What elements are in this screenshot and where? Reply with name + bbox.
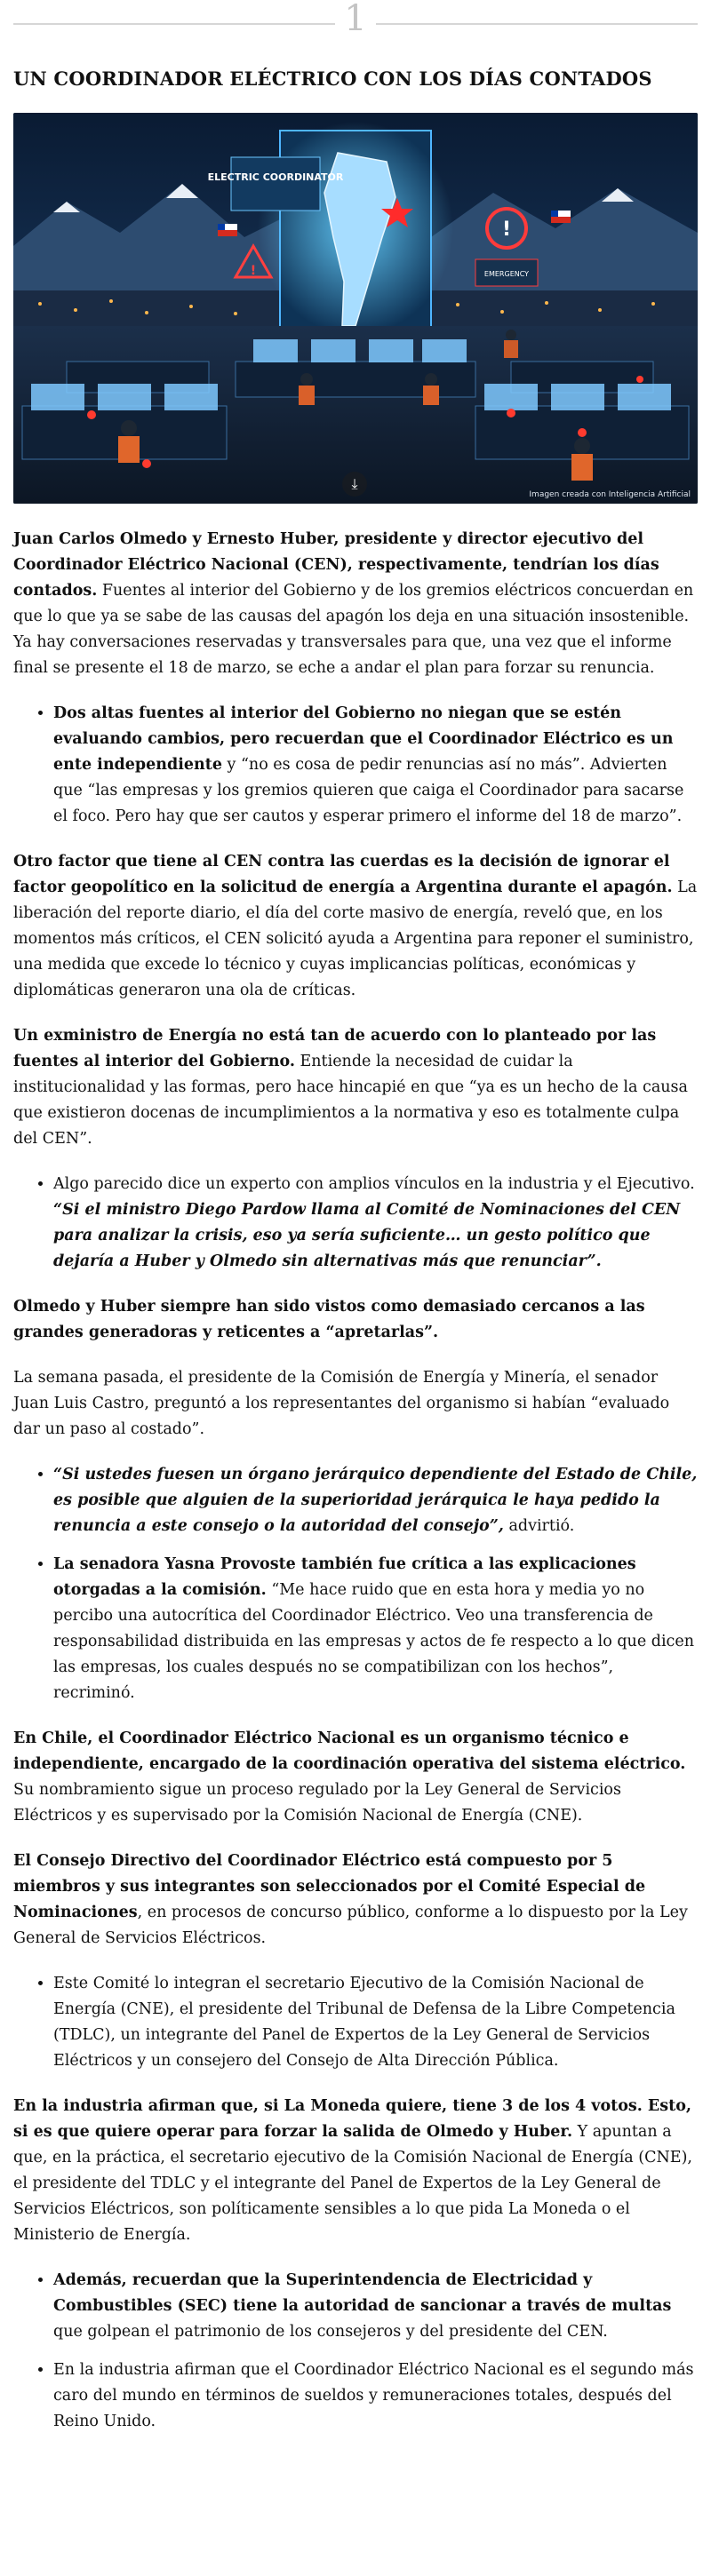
- list-item: [53, 2357, 698, 2435]
- paragraph-7-body: , en procesos de concurso público, conforme a lo dispuesto por la Ley General de Servicios Eléctricos.: [13, 1904, 688, 1947]
- list-item: [53, 1552, 698, 1706]
- list-item-quote: “Si ustedes fuesen un órgano jerárquico dependiente del Estado de Chile, es posible que alguien de la superioridad jerárquica le haya pedido la renuncia a este consejo o la autoridad del consejo”,: [53, 1466, 698, 1535]
- divider-left: [13, 23, 335, 25]
- page-number-divider: [13, 0, 698, 44]
- paragraph-5-body: La semana pasada, el presidente de la Comisión de Energía y Minería, el senador Juan Luis Castro, preguntó a los representantes del organismo si habían “evaluado dar un paso al costado”.: [13, 1369, 670, 1438]
- list-item-lead: La senadora Yasna Provoste también fue crítica a las explicaciones otorgadas a la comisión.: [53, 1555, 636, 1599]
- image-credit: Imagen creada con Inteligencia Artificial: [529, 490, 691, 499]
- list-item-lead: Dos altas fuentes al interior del Gobierno no niegan que se estén evaluando cambios, pero recuerdan que el Coordinador Eléctrico es un ente independiente: [53, 704, 674, 774]
- list-item: [53, 1971, 698, 2074]
- paragraph-8-lead: En la industria afirman que, si La Moneda quiere, tiene 3 de los 4 votos. Esto, si es que quiere operar para forzar la salida de Olmedo y Huber.: [13, 2097, 691, 2141]
- panel-text: EMERGENCY: [483, 270, 530, 278]
- list-item: [53, 701, 698, 830]
- bullet-list-3: [13, 1462, 698, 1706]
- paragraph-8: [13, 2094, 698, 2248]
- list-item: [53, 2268, 698, 2345]
- list-item-quote: “Si el ministro Diego Pardow llama al Comité de Nominaciones del CEN para analizar la crisis, eso ya sería suficiente… un gesto político que dejaría a Huber y Olmedo sin alternativas más que renunciar”.: [53, 1201, 681, 1270]
- bullet-list-2: [13, 1172, 698, 1275]
- paragraph-4-lead: Olmedo y Huber siempre han sido vistos como demasiado cercanos a las grandes generadoras y reticentes a “apretarlas”.: [13, 1298, 645, 1341]
- paragraph-2-body: La liberación del reporte diario, el día del corte masivo de energía, reveló que, en los momentos más críticos, el CEN solicitó ayuda a Argentina para reponer el suministro, una medida que excede lo técnico y cuyas implicancias políticas, económicas y diplomáticas generaron una ola de críticas.: [13, 879, 698, 999]
- bullet-list-4: [13, 1971, 698, 2074]
- list-item-body: Algo parecido dice un experto con amplios vínculos en la industria y el Ejecutivo.: [53, 1175, 695, 1193]
- paragraph-4: [13, 1294, 698, 1346]
- paragraph-3-body: Entiende la necesidad de cuidar la institucionalidad y las formas, pero hace hincapié en que “ya es un hecho de la causa que existieron docenas de incumplimientos a la normativa y eso es totalmente culpa del CEN”.: [13, 1053, 688, 1148]
- list-item-body: advirtió.: [503, 1517, 575, 1535]
- paragraph-3: [13, 1023, 698, 1152]
- paragraph-3-lead: Un exministro de Energía no está tan de acuerdo con lo planteado por las fuentes al interior del Gobierno.: [13, 1027, 657, 1070]
- list-item-lead: Además, recuerdan que la Superintendencia de Electricidad y Combustibles (SEC) tiene la autoridad de sancionar a través de multas: [53, 2271, 672, 2315]
- paragraph-1-body: Fuentes al interior del Gobierno y de los gremios eléctricos concuerdan en que lo que ya se sabe de las causas del apagón los deja en una situación insostenible. Ya hay conversaciones reservadas y transversales para que, una vez que el informe final se presente el 18 de marzo, se eche a andar el plan para forzar su renuncia.: [13, 582, 694, 677]
- paragraph-2: [13, 849, 698, 1004]
- paragraph-6-body: Su nombramiento sigue un proceso regulado por la Ley General de Servicios Eléctricos y es supervisado por la Comisión Nacional de Energía (CNE).: [13, 1781, 621, 1825]
- paragraph-1-lead: Juan Carlos Olmedo y Ernesto Huber, presidente y director ejecutivo del Coordinador Eléctrico Nacional (CEN), respectivamente, tendrían los días contados.: [13, 530, 659, 600]
- list-item-body: Este Comité lo integran el secretario Ejecutivo de la Comisión Nacional de Energía (CNE), el presidente del Tribunal de Defensa de la Libre Competencia (TDLC), un integrante del Panel de Expertos de la Ley General de Servicios Eléctricos y un consejero del Consejo de Alta Dirección Pública.: [53, 1975, 675, 2070]
- page-number: 1: [344, 0, 367, 39]
- list-item-body: En la industria afirman que el Coordinador Eléctrico Nacional es el segundo más caro del mundo en términos de sueldos y remuneraciones totales, después del Reino Unido.: [53, 2361, 694, 2430]
- article: [13, 0, 698, 2454]
- paragraph-7: [13, 1849, 698, 1952]
- paragraph-6: [13, 1726, 698, 1829]
- svg-text:!: !: [501, 219, 512, 241]
- list-item: [53, 1462, 698, 1539]
- svg-text:!: !: [250, 264, 257, 278]
- hero-image: [13, 113, 698, 504]
- paragraph-2-lead: Otro factor que tiene al CEN contra las cuerdas es la decisión de ignorar el factor geopolítico en la solicitud de energía a Argentina durante el apagón.: [13, 853, 673, 896]
- list-item-body: que golpean el patrimonio de los consejeros y del presidente del CEN.: [53, 2323, 608, 2341]
- list-item: [53, 1172, 698, 1275]
- bullet-list-1: [13, 701, 698, 830]
- control-room-illustration: [13, 113, 698, 504]
- paragraph-1: [13, 527, 698, 681]
- divider-right: [376, 23, 698, 25]
- paragraph-7-lead: El Consejo Directivo del Coordinador Eléctrico está compuesto por 5 miembros y sus integrantes son seleccionados por el Comité Especial de Nominaciones: [13, 1852, 646, 1921]
- paragraph-8-body: Y apuntan a que, en la práctica, el secretario ejecutivo de la Comisión Nacional de Energía (CNE), el presidente del TDLC y el integrante del Panel de Expertos de la Ley General de Servicios Eléctricos, son políticamente sensibles a lo que pida La Moneda o el Ministerio de Energía.: [13, 2123, 692, 2244]
- list-item-body: y “no es cosa de pedir renuncias así no más”. Advierten que “las empresas y los gremios quieren que caiga el Coordinador para sacarse el foco. Pero hay que ser cautos y esperar primero el informe del 18 de marzo”.: [53, 756, 684, 825]
- article-title: UN COORDINADOR ELÉCTRICO CON LOS DÍAS CONTADOS: [13, 68, 652, 90]
- paragraph-6-lead: En Chile, el Coordinador Eléctrico Nacional es un organismo técnico e independiente, encargado de la coordinación operativa del sistema eléctrico.: [13, 1729, 686, 1773]
- sign-text: ELECTRIC COORDINATOR: [207, 171, 344, 183]
- list-item-body: “Me hace ruido que en esta hora y media yo no percibo una autocrítica del Coordinador Eléctrico. Veo una transferencia de responsabilidad distribuida en las empresas y actos de fe respecto a lo que dicen las empresas, los cuales después no se compatibilizan con los hechos”, recriminó.: [53, 1581, 694, 1702]
- paragraph-5: [13, 1365, 698, 1443]
- download-icon[interactable]: ⤓: [342, 472, 367, 497]
- bullet-list-5: [13, 2268, 698, 2435]
